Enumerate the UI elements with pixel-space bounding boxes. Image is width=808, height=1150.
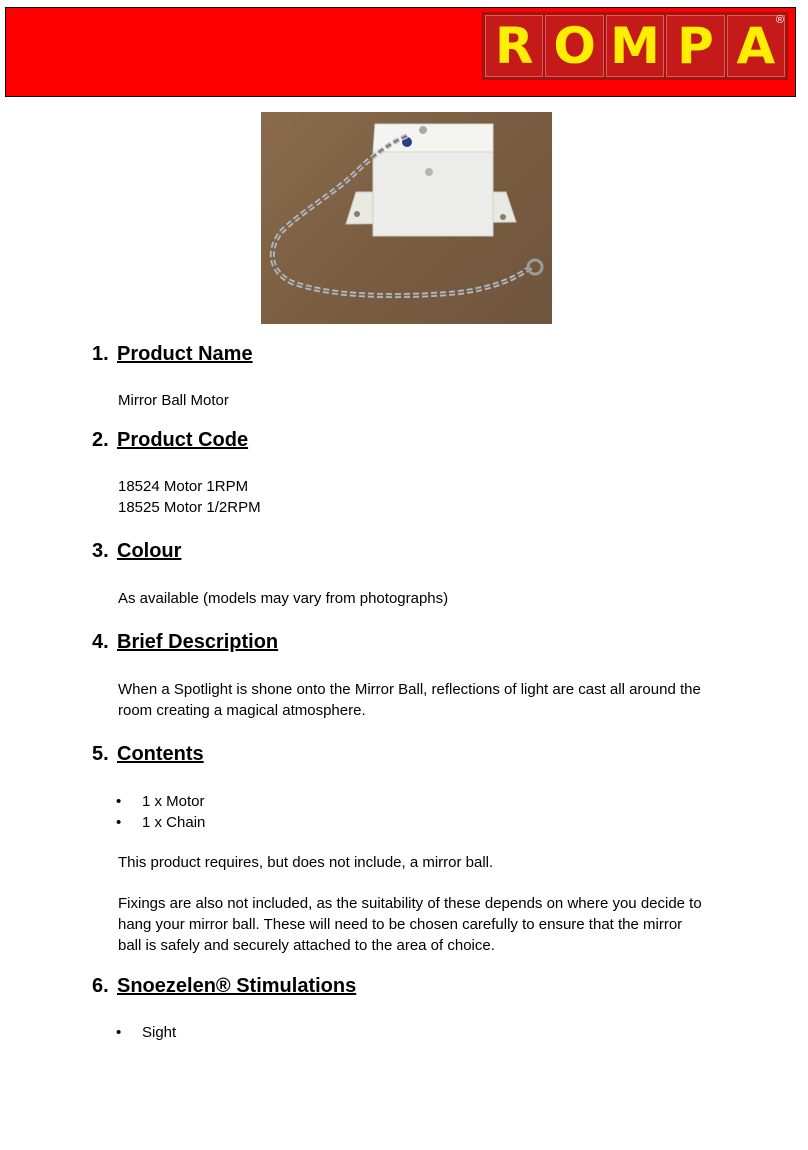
section-number: 3.	[92, 540, 109, 562]
list-item: • 1 x Motor	[118, 791, 205, 812]
section-snoezelen-stimulations	[92, 975, 356, 998]
logo-letter: R	[485, 15, 543, 77]
mirror-ball-motor-image	[261, 112, 552, 324]
section-product-name	[92, 343, 253, 366]
section-number: 5.	[92, 743, 109, 765]
section-title: Colour	[117, 540, 182, 562]
logo-letter: P	[666, 15, 724, 77]
section-title: Brief Description	[117, 631, 279, 653]
list-item: • Sight	[118, 1022, 176, 1043]
colour-text: As available (models may vary from photographs)	[118, 590, 449, 607]
product-code-line: 18525 Motor 1/2RPM	[118, 499, 261, 516]
product-name-text: Mirror Ball Motor	[118, 392, 229, 409]
logo-letter: M	[606, 15, 664, 77]
registered-mark: ®	[775, 14, 784, 26]
rompa-logo	[482, 12, 788, 80]
section-title: Product Name	[117, 343, 253, 365]
section-product-code	[92, 429, 248, 452]
fixings-line: ball is safely and securely attached to the area of choice.	[118, 937, 495, 954]
fixings-line: Fixings are also not included, as the suitability of these depends on where you decide to	[118, 895, 702, 912]
contents-note: This product requires, but does not include, a mirror ball.	[118, 854, 494, 871]
fixings-line: hang your mirror ball. These will need to be chosen carefully to ensure that the mirror	[118, 916, 683, 933]
section-brief-description	[92, 631, 278, 654]
list-item: • 1 x Chain	[118, 812, 205, 833]
contents-list	[118, 791, 205, 833]
section-number: 1.	[92, 343, 109, 365]
section-title: Snoezelen® Stimulations	[117, 975, 357, 997]
section-title: Contents	[117, 743, 204, 765]
section-number: 4.	[92, 631, 109, 653]
product-photo	[261, 112, 552, 324]
logo-letter: A	[727, 15, 785, 77]
product-code-line: 18524 Motor 1RPM	[118, 478, 249, 495]
description-line: room creating a magical atmosphere.	[118, 702, 366, 719]
section-contents	[92, 743, 204, 766]
section-number: 2.	[92, 429, 109, 451]
description-line: When a Spotlight is shone onto the Mirror Ball, reflections of light are cast all around the	[118, 681, 701, 698]
section-title: Product Code	[117, 429, 249, 451]
stimulations-list	[118, 1022, 176, 1043]
section-colour	[92, 540, 181, 563]
section-number: 6.	[92, 975, 109, 997]
logo-letter: O	[545, 15, 603, 77]
